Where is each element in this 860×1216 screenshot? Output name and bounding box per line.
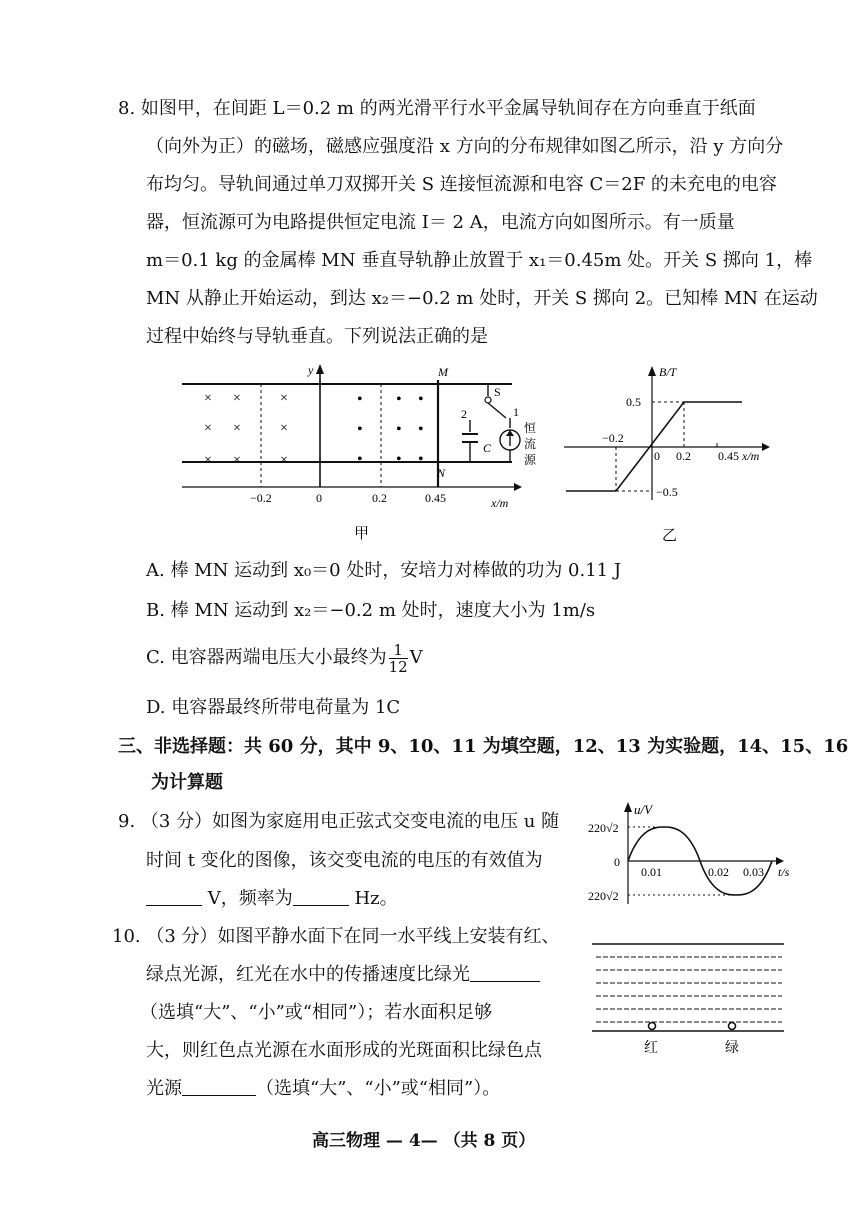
cross-mark: × (233, 391, 241, 406)
tick-zero: 0 (316, 491, 322, 505)
tick-pos02: 0.2 (372, 491, 387, 505)
label-peak-neg: 220√2 (588, 889, 619, 903)
q9-line-3-a: V，频率为 (202, 888, 293, 909)
source-label-2: 流 (524, 437, 537, 451)
switch-pivot (485, 397, 491, 403)
cross-marks (204, 391, 288, 468)
tick-003: 0.03 (743, 865, 764, 879)
option-c-unit: V (409, 647, 423, 668)
cross-mark: × (280, 453, 288, 468)
dot-mark: • (418, 391, 424, 408)
x-axis-arrow-icon (514, 483, 522, 491)
option-c-fraction (389, 642, 408, 675)
fraction-denominator: 12 (388, 657, 408, 676)
q9-line-3-b: Hz。 (348, 888, 398, 909)
cross-mark: × (280, 391, 288, 406)
dot-mark: • (396, 451, 402, 468)
q8-line-3: 布均匀。导轨间通过单刀双掷开关 S 连接恒流源和电容 C＝2F 的未充电的电容 (146, 174, 777, 195)
q9-blank-2[interactable] (293, 887, 349, 906)
section-3-title-cont: 为计算题 (151, 772, 223, 793)
q8-line-4: 器，恒流源可为电路提供恒定电流 I＝ 2 A，电流方向如图所示。有一质量 (146, 212, 735, 233)
dot-mark: • (396, 421, 402, 438)
dot-mark: • (357, 421, 363, 438)
label-zero: 0 (614, 855, 620, 869)
q10-line-4: 大，则红色点光源在水面形成的光斑面积比绿色点 (146, 1040, 542, 1061)
x-axis-label: x/m (742, 449, 760, 463)
cross-mark: × (204, 391, 212, 406)
figure-jia (170, 360, 540, 550)
q9-blank-1[interactable] (146, 887, 202, 906)
source-label-1: 恒 (524, 421, 537, 435)
q8-line-5: m＝0.1 kg 的金属棒 MN 垂直导轨静止放置于 x₁＝0.45m 处。开关 S 掷向 1，棒 (146, 250, 813, 271)
terminal-1-label: 1 (513, 405, 519, 419)
q8-line-7: 过程中始终与导轨垂直。下列说法正确的是 (146, 326, 488, 347)
switch-blade (488, 403, 506, 418)
green-source-icon (729, 1023, 736, 1030)
q8-line-2: （向外为正）的磁场，磁感应强度沿 x 方向的分布规律如图乙所示，沿 y 方向分 (146, 136, 784, 157)
q10-blank-1[interactable] (470, 963, 540, 982)
y-axis-label: y (308, 363, 314, 377)
label-x-end: 0.45 (718, 449, 739, 463)
cross-mark: × (204, 421, 212, 436)
label-x-zero: 0 (654, 449, 660, 463)
source-label-3: 源 (524, 453, 537, 467)
q10-line-3: （选填“大”、“小”或“相同”）；若水面积足够 (140, 1002, 493, 1023)
label-b-neg: −0.5 (656, 485, 678, 499)
tick-pos045: 0.45 (425, 491, 446, 505)
dot-mark: • (418, 451, 424, 468)
option-b: B. 棒 MN 运动到 x₂＝−0.2 m 处时，速度大小为 1m/s (146, 600, 596, 621)
label-b-pos: 0.5 (626, 395, 641, 409)
q10-blank-2[interactable] (182, 1077, 256, 1096)
q8-line-6: MN 从静止开始运动，到达 x₂＝−0.2 m 处时，开关 S 掷向 2。已知棒 MN 在运动 (146, 288, 818, 309)
figure-sine (586, 800, 801, 910)
fraction-numerator: 1 (389, 642, 408, 659)
label-x-pos: 0.2 (676, 449, 691, 463)
cross-mark: × (233, 421, 241, 436)
option-d: D. 电容器最终所带电荷量为 1C (146, 697, 401, 718)
figure-water (588, 930, 788, 1060)
label-green: 绿 (725, 1041, 739, 1056)
red-source-icon (649, 1023, 656, 1030)
option-c (146, 638, 423, 678)
dot-mark: • (396, 391, 402, 408)
q10-line-2 (146, 963, 540, 987)
label-n: N (437, 466, 446, 480)
dot-marks (357, 391, 424, 468)
label-red: 红 (644, 1041, 658, 1056)
q8-line-1: 8. 如图甲，在间距 L＝0.2 m 的两光滑平行水平金属导轨间存在方向垂直于纸面 (118, 98, 756, 119)
dot-mark: • (418, 421, 424, 438)
label-x-neg: −0.2 (602, 431, 624, 445)
dot-mark: • (357, 391, 363, 408)
tick-001: 0.01 (641, 865, 662, 879)
y-axis-arrow-icon (316, 364, 324, 374)
figure-yi (562, 360, 782, 550)
label-peak-pos: 220√2 (588, 821, 619, 835)
dot-mark: • (357, 451, 363, 468)
y-axis-arrow-icon (648, 366, 656, 376)
option-a: A. 棒 MN 运动到 x₀＝0 处时，安培力对棒做的功为 0.11 J (146, 560, 622, 581)
cross-mark: × (233, 453, 241, 468)
y-axis-label: B/T (659, 365, 677, 379)
q10-line-2-text: 绿点光源，红光在水中的传播速度比绿光 (146, 964, 470, 985)
switch-label: S (494, 385, 501, 399)
x-axis-label: t/s (778, 865, 790, 879)
figure-caption-yi: 乙 (662, 528, 678, 544)
x-axis-label: x/m (491, 496, 509, 510)
label-m: M (438, 365, 448, 379)
cross-mark: × (280, 421, 288, 436)
q10-line-5-b: （选填“大”、“小”或“相同”）。 (256, 1078, 501, 1099)
q10-line-1: 10. （3 分）如图平静水面下在同一水平线上安装有红、 (112, 926, 560, 947)
q10-line-5-a: 光源 (146, 1078, 182, 1099)
tick-002: 0.02 (708, 865, 729, 879)
cross-mark: × (204, 453, 212, 468)
y-axis-label: u/V (634, 802, 653, 817)
tick-neg02: −0.2 (250, 491, 272, 505)
x-axis-arrow-icon (776, 857, 784, 865)
section-3-title: 三、非选择题：共 60 分，其中 9、10、11 为填空题，12、13 为实验题，14、15、16 (118, 736, 849, 757)
page-footer: 高三物理 — 4— （共 8 页） (312, 1131, 536, 1151)
q9-line-3 (146, 887, 398, 911)
y-axis-arrow-icon (624, 802, 632, 812)
x-axis-arrow-icon (762, 443, 770, 451)
figure-caption-jia: 甲 (354, 526, 370, 542)
terminal-2-label: 2 (461, 407, 467, 421)
q10-line-5 (146, 1077, 500, 1101)
option-c-text: C. 电容器两端电压大小最终为 (146, 647, 387, 668)
capacitor-label: C (483, 441, 492, 455)
q9-line-2: 时间 t 变化的图像，该交变电流的电压的有效值为 (146, 850, 543, 871)
q9-line-1: 9. （3 分）如图为家庭用电正弦式交变电流的电压 u 随 (118, 811, 560, 832)
